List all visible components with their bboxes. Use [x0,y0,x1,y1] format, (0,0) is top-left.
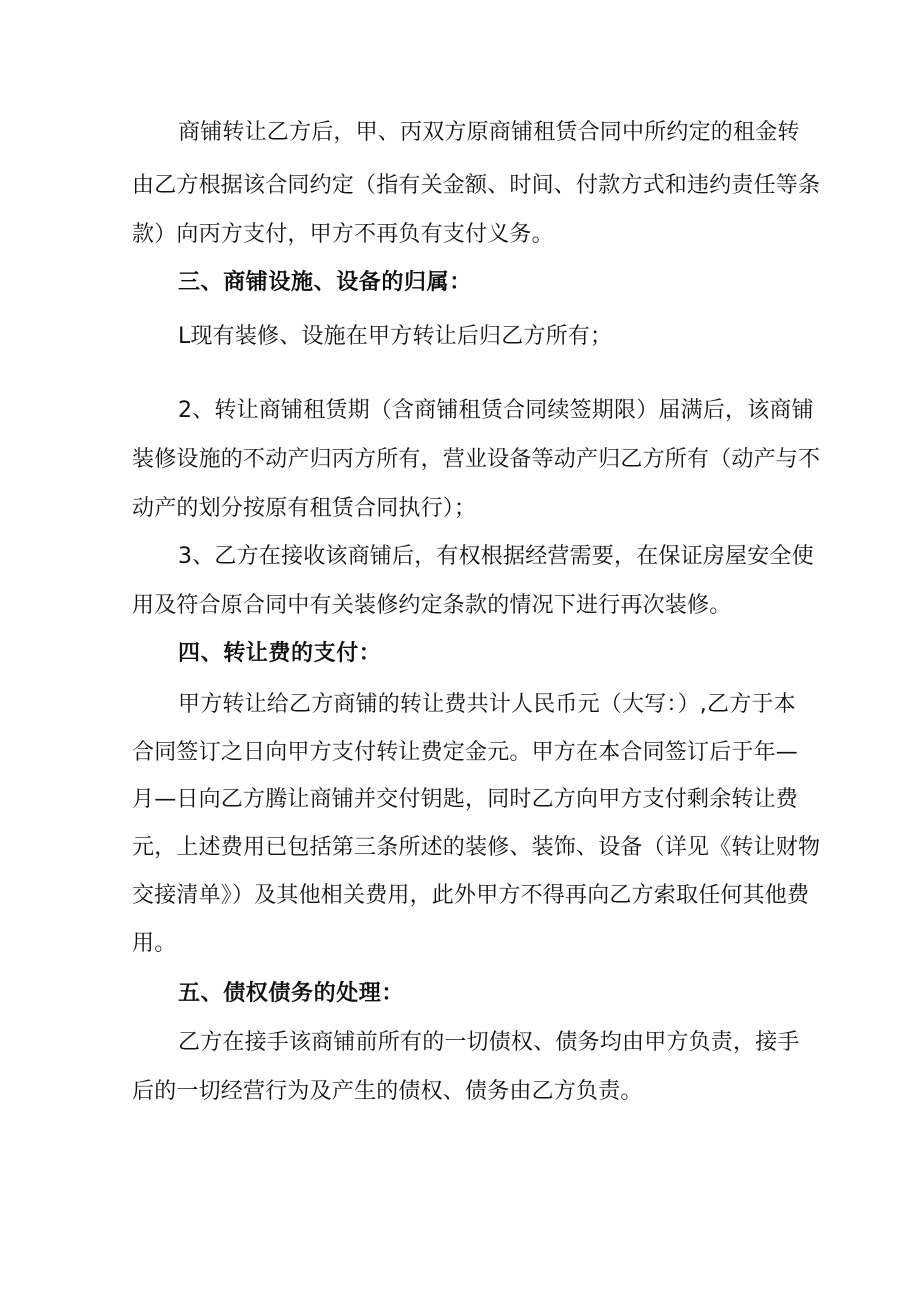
section-3-item-2-line-1: 2、转让商铺租赁期（含商铺租赁合同续签期限）届满后，该商铺 [178,398,814,423]
section-5-line-1: 乙方在接手该商铺前所有的一切债权、债务均由甲方负责，接手 [178,1030,800,1055]
section-4-line-1: 甲方转让给乙方商铺的转让费共计人民币元（大写：）,乙方于本 [178,692,796,717]
section-4-line-2: 合同签订之日向甲方支付转让费定金元。甲方在本合同签订后于年— [132,740,799,765]
section-3-item-3-line-2: 用及符合原合同中有关装修约定条款的情况下进行再次装修。 [132,593,732,618]
section-3-item-2-line-3: 动产的划分按原有租赁合同执行）； [132,496,477,521]
section-4-line-3: 月—日向乙方腾让商铺并交付钥匙，同时乙方向甲方支付剩余转让费 [132,787,799,812]
section-3-item-2-line-2: 装修设施的不动产归丙方所有，营业设备等动产归乙方所有（动产与不 [132,447,821,472]
intro-line-3: 款）向丙方支付，甲方不再负有支付义务。 [132,222,554,247]
section-4-line-6: 用。 [132,931,177,956]
section-3-item-1: L现有装修、设施在甲方转让后归乙方所有； [178,324,613,349]
section-5-heading: 五、债权债务的处理： [178,981,405,1006]
intro-line-2: 由乙方根据该合同约定（指有关金额、时间、付款方式和违约责任等条 [132,173,821,198]
section-5-line-2: 后的一切经营行为及产生的债权、债务由乙方负责。 [132,1079,643,1104]
section-4-heading: 四、转让费的支付： [178,641,382,666]
intro-line-1: 商铺转让乙方后，甲、丙双方原商铺租赁合同中所约定的租金转 [178,120,800,145]
section-4-line-4: 元，上述费用已包括第三条所述的装修、装饰、设备（详见《转让财物 [132,835,821,860]
section-3-item-3-line-1: 3、乙方在接收该商铺后，有权根据经营需要，在保证房屋安全使 [178,544,814,569]
section-3-heading: 三、商铺设施、设备的归属： [178,270,472,295]
section-4-line-5: 交接清单》）及其他相关费用，此外甲方不得再向乙方索取任何其他费 [132,883,810,908]
